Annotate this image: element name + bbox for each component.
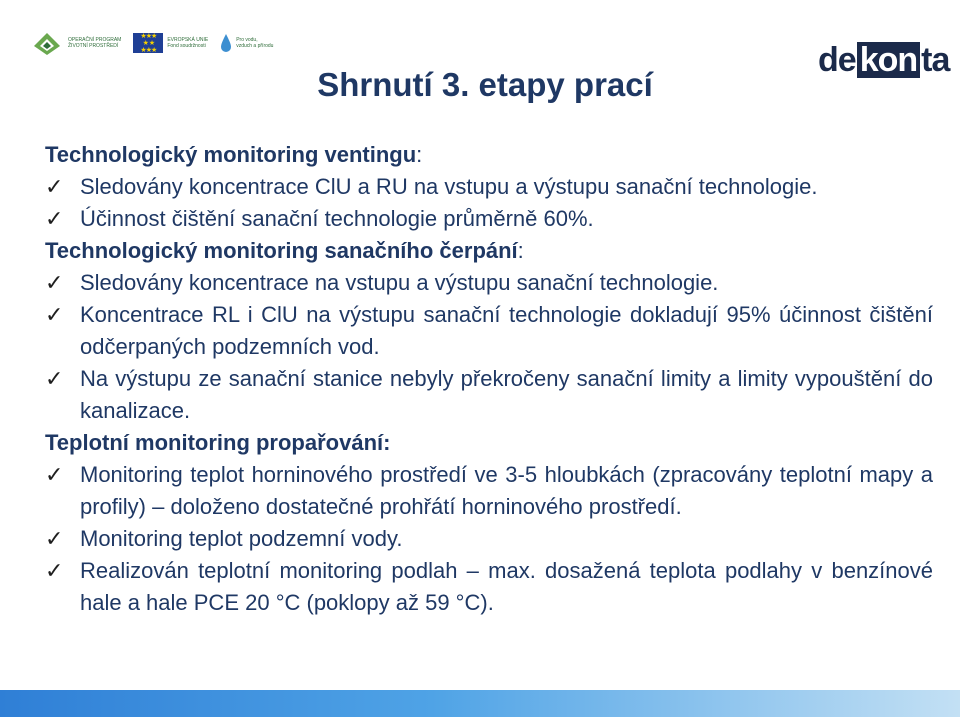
op-logo xyxy=(30,28,121,58)
eu-logo xyxy=(133,33,208,53)
partner-logos xyxy=(30,22,274,64)
check-icon: ✓ xyxy=(45,174,64,199)
check-icon: ✓ xyxy=(45,558,64,583)
environment-logo xyxy=(220,32,273,54)
list-item: ✓ Monitoring teplot horninového prostředí ve 3-5 hloubkách (zpracovány teplotní mapy a profily) – doloženo dostatečné prohřátí horninového prostředí. xyxy=(45,459,933,523)
list-item: ✓ Na výstupu ze sanační stanice nebyly překročeny sanační limity a limity vypouštění do kanalizace. xyxy=(45,363,933,427)
list-item: ✓ Realizován teplotní monitoring podlah – max. dosažená teplota podlahy v benzínové hale a hale PCE 20 °C (poklopy až 59 °C). xyxy=(45,555,933,619)
check-icon: ✓ xyxy=(45,366,64,391)
dekonta-logo: de kon ta xyxy=(818,40,950,79)
section-heading: Technologický monitoring ventingu: xyxy=(45,142,423,167)
check-icon: ✓ xyxy=(45,302,64,327)
eu-logo-text: EVROPSKÁ UNIE Fond soudržnosti xyxy=(167,37,209,49)
check-icon: ✓ xyxy=(45,526,64,551)
list-item: ✓ Sledovány koncentrace ClU a RU na vstupu a výstupu sanační technologie. xyxy=(45,171,933,203)
summary-content xyxy=(45,139,933,619)
op-logo-text: OPERAČNÍ PROGRAM ŽIVOTNÍ PROSTŘEDÍ xyxy=(68,37,122,49)
page-title: Shrnutí 3. etapy prací xyxy=(317,66,653,103)
list-item: ✓ Monitoring teplot podzemní vody. xyxy=(45,523,933,555)
op-leaf-icon xyxy=(30,28,64,58)
list-item: ✓ Sledovány koncentrace na vstupu a výstupu sanační technologie. xyxy=(45,267,933,299)
list-item: ✓ Koncentrace RL i ClU na výstupu sanační technologie dokladují 95% účinnost čištění odčerpaných podzemních vod. xyxy=(45,299,933,363)
section-heading: Technologický monitoring sanačního čerpání: xyxy=(45,238,524,263)
check-icon: ✓ xyxy=(45,270,64,295)
section-heading: Teplotní monitoring propařování: xyxy=(45,430,391,455)
eu-flag-icon: ★★★ ★ ★ ★★★ xyxy=(133,33,163,53)
list-item: ✓ Účinnost čištění sanační technologie průměrně 60%. xyxy=(45,203,933,235)
drop-icon xyxy=(220,32,232,54)
environment-logo-text: Pro vodu, vzduch a přírodu xyxy=(236,37,274,49)
footer-bar xyxy=(0,690,960,717)
check-icon: ✓ xyxy=(45,462,64,487)
check-icon: ✓ xyxy=(45,206,64,231)
